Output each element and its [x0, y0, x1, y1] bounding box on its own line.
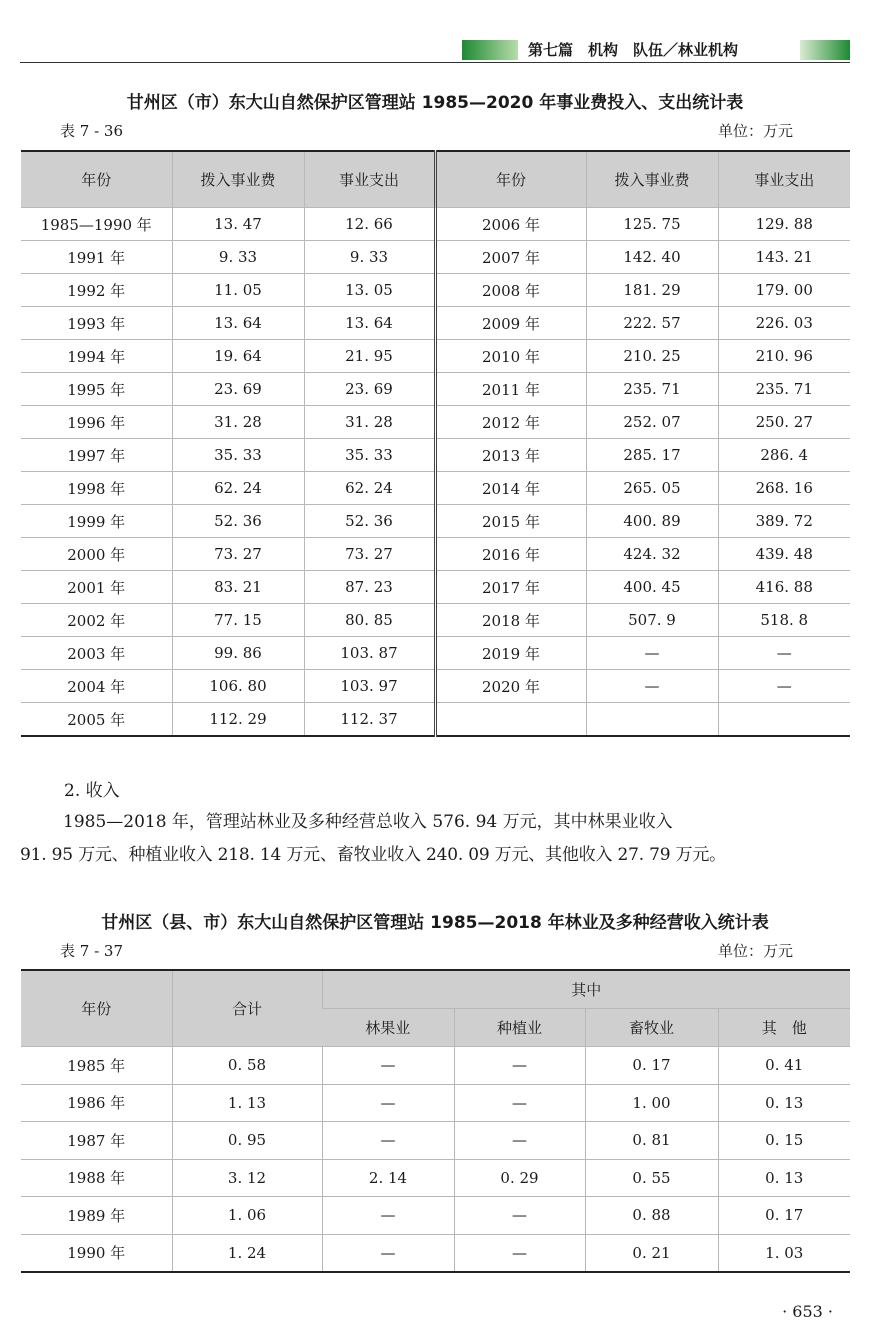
running-header	[462, 40, 850, 60]
table-cell: 0. 13	[718, 1159, 850, 1197]
table-cell: 0. 81	[585, 1122, 718, 1160]
table-cell: 35. 33	[172, 439, 304, 472]
table-row	[21, 1047, 850, 1085]
table-cell: 2012 年	[435, 406, 586, 439]
header-rule	[20, 62, 850, 63]
table-cell: 0. 15	[718, 1122, 850, 1160]
table-row	[21, 274, 850, 307]
table-cell: 23. 69	[172, 373, 304, 406]
col-header-total: 合计	[172, 970, 322, 1047]
table1-number: 表 7 - 36	[60, 122, 124, 140]
table-cell: 1988 年	[21, 1159, 172, 1197]
section-heading: 2. 收入	[64, 781, 120, 801]
col-header-year: 年份	[21, 151, 172, 208]
page-number: · 653 ·	[782, 1302, 833, 1321]
table-row	[21, 208, 850, 241]
table-cell: 416. 88	[718, 571, 850, 604]
table-row	[21, 1159, 850, 1197]
table-cell: 235. 71	[586, 373, 718, 406]
table-cell: 507. 9	[586, 604, 718, 637]
col-header-funding: 拨入事业费	[586, 151, 718, 208]
table-cell: —	[322, 1122, 454, 1160]
table-cell: 1991 年	[21, 241, 172, 274]
table-cell: 2. 14	[322, 1159, 454, 1197]
table-cell: 439. 48	[718, 538, 850, 571]
table-cell: 226. 03	[718, 307, 850, 340]
table-cell: 250. 27	[718, 406, 850, 439]
table-row	[21, 406, 850, 439]
col-header-group: 其中	[322, 970, 850, 1009]
table-cell: 1990 年	[21, 1234, 172, 1272]
paragraph-line-1: 1985—2018 年，管理站林业及多种经营总收入 576. 94 万元，其中林果业收入	[63, 812, 673, 832]
table-cell: 2005 年	[21, 703, 172, 737]
col-header-fruit-forestry: 林果业	[322, 1009, 454, 1047]
table-row	[21, 505, 850, 538]
table-cell: 9. 33	[172, 241, 304, 274]
col-header-year: 年份	[435, 151, 586, 208]
table-cell: 1985—1990 年	[21, 208, 172, 241]
table-cell: 286. 4	[718, 439, 850, 472]
table-cell: 23. 69	[304, 373, 435, 406]
table-cell: 2001 年	[21, 571, 172, 604]
table-cell: 99. 86	[172, 637, 304, 670]
table-cell: 73. 27	[172, 538, 304, 571]
col-header-funding: 拨入事业费	[172, 151, 304, 208]
table-cell: 31. 28	[304, 406, 435, 439]
table-row	[21, 472, 850, 505]
table-cell: 1993 年	[21, 307, 172, 340]
table-cell: 210. 96	[718, 340, 850, 373]
table-cell: 13. 47	[172, 208, 304, 241]
table-cell: 2016 年	[435, 538, 586, 571]
table-cell: 112. 29	[172, 703, 304, 737]
table-cell: 13. 64	[304, 307, 435, 340]
table-cell: 0. 58	[172, 1047, 322, 1085]
col-header-planting: 种植业	[454, 1009, 585, 1047]
table-cell: 235. 71	[718, 373, 850, 406]
table-cell: —	[454, 1084, 585, 1122]
table-cell: 1986 年	[21, 1084, 172, 1122]
table-cell: 2009 年	[435, 307, 586, 340]
table-cell: 62. 24	[172, 472, 304, 505]
table-cell: 2018 年	[435, 604, 586, 637]
table-cell: 1989 年	[21, 1197, 172, 1235]
table-cell: 268. 16	[718, 472, 850, 505]
col-header-year: 年份	[21, 970, 172, 1047]
table-cell: 11. 05	[172, 274, 304, 307]
table-cell: 2008 年	[435, 274, 586, 307]
table-cell: 252. 07	[586, 406, 718, 439]
table-cell: —	[586, 670, 718, 703]
table-cell: 1995 年	[21, 373, 172, 406]
table-cell: 2013 年	[435, 439, 586, 472]
table-cell: 1. 13	[172, 1084, 322, 1122]
table-cell: 2007 年	[435, 241, 586, 274]
table-row	[21, 1122, 850, 1160]
table-cell: 0. 21	[585, 1234, 718, 1272]
table-cell: 2015 年	[435, 505, 586, 538]
table-cell: —	[454, 1122, 585, 1160]
table-cell: 2017 年	[435, 571, 586, 604]
table-cell: 87. 23	[304, 571, 435, 604]
table-cell: 1. 06	[172, 1197, 322, 1235]
table-cell: —	[718, 637, 850, 670]
table-row	[21, 1084, 850, 1122]
table-cell: 424. 32	[586, 538, 718, 571]
table-cell: 19. 64	[172, 340, 304, 373]
table-cell: 1999 年	[21, 505, 172, 538]
table-cell: 52. 36	[172, 505, 304, 538]
expense-table	[21, 150, 850, 737]
table-cell: 210. 25	[586, 340, 718, 373]
table-cell: 80. 85	[304, 604, 435, 637]
table-cell: 0. 29	[454, 1159, 585, 1197]
table-cell: 106. 80	[172, 670, 304, 703]
col-header-expense: 事业支出	[718, 151, 850, 208]
table-cell: 77. 15	[172, 604, 304, 637]
table-cell: 2003 年	[21, 637, 172, 670]
table2-unit: 单位：万元	[718, 942, 794, 960]
table-row	[21, 307, 850, 340]
table-cell: —	[322, 1084, 454, 1122]
header-green-bar-left	[462, 40, 518, 60]
table-cell: 0. 17	[718, 1197, 850, 1235]
table-cell: —	[322, 1047, 454, 1085]
table-cell: 389. 72	[718, 505, 850, 538]
table-cell: —	[322, 1197, 454, 1235]
table-cell: 285. 17	[586, 439, 718, 472]
table-cell: 0. 41	[718, 1047, 850, 1085]
table-cell: 0. 55	[585, 1159, 718, 1197]
table-cell: 142. 40	[586, 241, 718, 274]
table-cell: 12. 66	[304, 208, 435, 241]
table2-title: 甘州区（县、市）东大山自然保护区管理站 1985—2018 年林业及多种经营收入统计表	[101, 913, 769, 933]
table-cell: 62. 24	[304, 472, 435, 505]
table-cell: 2020 年	[435, 670, 586, 703]
table-cell: 2011 年	[435, 373, 586, 406]
table-cell: 400. 45	[586, 571, 718, 604]
table2-number: 表 7 - 37	[60, 942, 124, 960]
table-row	[21, 571, 850, 604]
income-table	[21, 969, 850, 1273]
table-cell: 0. 13	[718, 1084, 850, 1122]
table-cell	[586, 703, 718, 737]
table-cell: 1. 24	[172, 1234, 322, 1272]
header-text: 第七篇 机构 队伍／林业机构	[528, 41, 739, 59]
table-cell: 1996 年	[21, 406, 172, 439]
table-cell: —	[586, 637, 718, 670]
table-cell: 2000 年	[21, 538, 172, 571]
table-cell: 13. 64	[172, 307, 304, 340]
table-cell: —	[454, 1047, 585, 1085]
table-row	[21, 670, 850, 703]
table-cell: 265. 05	[586, 472, 718, 505]
table-row	[21, 340, 850, 373]
table-cell: 400. 89	[586, 505, 718, 538]
table-cell: 35. 33	[304, 439, 435, 472]
table-cell: 2006 年	[435, 208, 586, 241]
table-cell: 0. 17	[585, 1047, 718, 1085]
table-cell: 1998 年	[21, 472, 172, 505]
table-cell: 31. 28	[172, 406, 304, 439]
table-cell: 125. 75	[586, 208, 718, 241]
table-cell: 222. 57	[586, 307, 718, 340]
table-cell: 2014 年	[435, 472, 586, 505]
table-cell: 179. 00	[718, 274, 850, 307]
table-cell: 9. 33	[304, 241, 435, 274]
table-cell: 1994 年	[21, 340, 172, 373]
table-cell	[718, 703, 850, 737]
table-row	[21, 1197, 850, 1235]
table-header-row	[21, 970, 850, 1009]
table-cell: 52. 36	[304, 505, 435, 538]
table-cell: 1987 年	[21, 1122, 172, 1160]
table-row	[21, 241, 850, 274]
table-cell: 2010 年	[435, 340, 586, 373]
col-header-expense: 事业支出	[304, 151, 435, 208]
table-cell: 21. 95	[304, 340, 435, 373]
paragraph-line-2: 91. 95 万元、种植业收入 218. 14 万元、畜牧业收入 240. 09 万元、其他收入 27. 79 万元。	[20, 845, 726, 865]
table-header-row	[21, 151, 850, 208]
table-cell: 2004 年	[21, 670, 172, 703]
table-cell: 1. 00	[585, 1084, 718, 1122]
table-cell: 103. 87	[304, 637, 435, 670]
table-cell: 1997 年	[21, 439, 172, 472]
table-row	[21, 637, 850, 670]
table-cell: 13. 05	[304, 274, 435, 307]
table-cell: 2002 年	[21, 604, 172, 637]
table-cell: 103. 97	[304, 670, 435, 703]
table-cell: —	[454, 1234, 585, 1272]
col-header-livestock: 畜牧业	[585, 1009, 718, 1047]
header-green-bar-right	[800, 40, 850, 60]
table-cell: 112. 37	[304, 703, 435, 737]
table1-title: 甘州区（市）东大山自然保护区管理站 1985—2020 年事业费投入、支出统计表	[126, 93, 744, 113]
table-cell: —	[718, 670, 850, 703]
table-cell: 0. 95	[172, 1122, 322, 1160]
table-row	[21, 703, 850, 737]
table1-unit: 单位：万元	[718, 122, 794, 140]
table-row	[21, 538, 850, 571]
table-cell: 1. 03	[718, 1234, 850, 1272]
table-cell: 3. 12	[172, 1159, 322, 1197]
table-cell: —	[322, 1234, 454, 1272]
table-cell: —	[454, 1197, 585, 1235]
table-cell	[435, 703, 586, 737]
table-cell: 0. 88	[585, 1197, 718, 1235]
table-cell: 129. 88	[718, 208, 850, 241]
col-header-other: 其 他	[718, 1009, 850, 1047]
table-row	[21, 604, 850, 637]
table-cell: 181. 29	[586, 274, 718, 307]
table-cell: 83. 21	[172, 571, 304, 604]
table-cell: 73. 27	[304, 538, 435, 571]
table-row	[21, 439, 850, 472]
table-cell: 143. 21	[718, 241, 850, 274]
table-cell: 1985 年	[21, 1047, 172, 1085]
table-row	[21, 1234, 850, 1272]
table-cell: 518. 8	[718, 604, 850, 637]
table-cell: 1992 年	[21, 274, 172, 307]
table-row	[21, 373, 850, 406]
table-cell: 2019 年	[435, 637, 586, 670]
